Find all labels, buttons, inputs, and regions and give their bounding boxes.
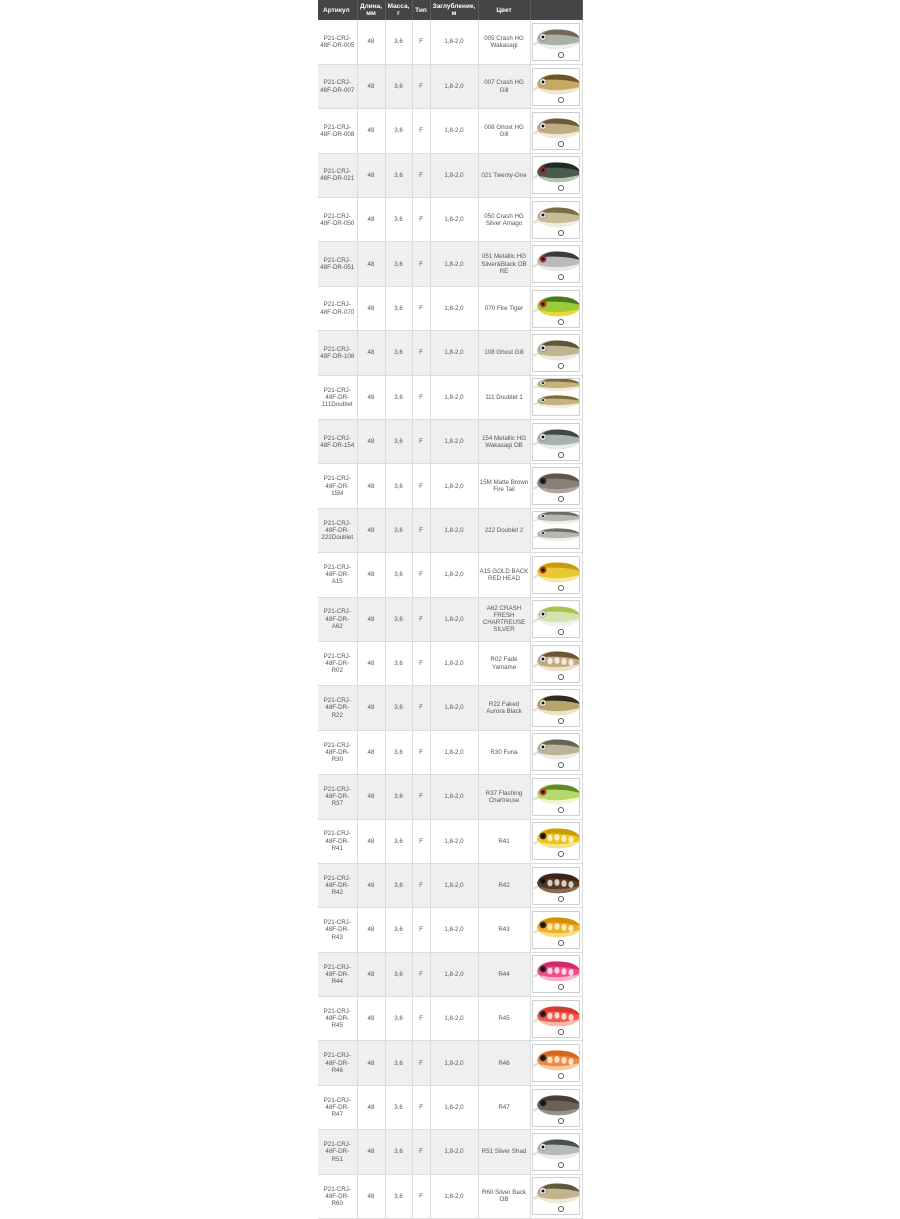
depth-cell: 1,8-2,0: [430, 20, 478, 64]
mass-cell: 3,6: [385, 686, 412, 730]
lure-image: [532, 911, 580, 949]
lure-image: [532, 68, 580, 106]
mass-cell: 3,6: [385, 908, 412, 952]
lure-image-cell: [530, 1041, 582, 1085]
lure-image-cell: [530, 908, 582, 952]
color-cell: 111 Doublet 1: [478, 375, 530, 419]
lure-image: [532, 778, 580, 816]
table-header-row: [318, 0, 582, 20]
table-row: [318, 952, 582, 996]
type-cell: F: [412, 1085, 430, 1129]
color-cell: 005 Crash HG Wakasagi: [478, 20, 530, 64]
type-cell: F: [412, 420, 430, 464]
type-cell: F: [412, 686, 430, 730]
mass-cell: 3,6: [385, 109, 412, 153]
lure-image: [532, 423, 580, 461]
color-cell: R46: [478, 1041, 530, 1085]
depth-cell: 1,8-2,0: [430, 863, 478, 907]
type-cell: F: [412, 997, 430, 1041]
lure-image: [532, 378, 580, 416]
type-cell: F: [412, 775, 430, 819]
lure-image: [532, 867, 580, 905]
depth-cell: 1,8-2,0: [430, 819, 478, 863]
table-row: [318, 109, 582, 153]
lure-image: [532, 556, 580, 594]
mass-cell: 3,6: [385, 952, 412, 996]
article-cell: P21-CRJ-48F-DR-005: [318, 20, 357, 64]
table-row: [318, 1174, 582, 1218]
lure-image: [532, 955, 580, 993]
depth-cell: 1,8-2,0: [430, 508, 478, 552]
header-image: [530, 0, 582, 20]
mass-cell: 3,6: [385, 553, 412, 597]
lure-image: [532, 645, 580, 683]
length-cell: 48: [357, 375, 385, 419]
lure-image: [532, 1000, 580, 1038]
article-cell: P21-CRJ-48F-DR-222Doublet: [318, 508, 357, 552]
length-cell: 48: [357, 1085, 385, 1129]
table-row: [318, 775, 582, 819]
length-cell: 48: [357, 420, 385, 464]
table-row: [318, 331, 582, 375]
color-cell: R45: [478, 997, 530, 1041]
mass-cell: 3,6: [385, 464, 412, 508]
article-cell: P21-CRJ-48F-DR-R30: [318, 730, 357, 774]
type-cell: F: [412, 286, 430, 330]
mass-cell: 3,6: [385, 286, 412, 330]
lure-image-cell: [530, 553, 582, 597]
article-cell: P21-CRJ-48F-DR-R22: [318, 686, 357, 730]
mass-cell: 3,6: [385, 997, 412, 1041]
mass-cell: 3,6: [385, 508, 412, 552]
type-cell: F: [412, 331, 430, 375]
lure-image: [532, 23, 580, 61]
depth-cell: 1,8-2,0: [430, 641, 478, 685]
mass-cell: 3,6: [385, 242, 412, 286]
color-cell: A62 CRASH FRESH CHARTREUSE SILVER: [478, 597, 530, 641]
length-cell: 48: [357, 153, 385, 197]
lure-image-cell: [530, 997, 582, 1041]
article-cell: P21-CRJ-48F-DR-A15: [318, 553, 357, 597]
depth-cell: 1,8-2,0: [430, 242, 478, 286]
table-row: [318, 863, 582, 907]
table-row: [318, 553, 582, 597]
header-type: Тип: [412, 0, 430, 20]
mass-cell: 3,6: [385, 420, 412, 464]
depth-cell: 1,8-2,0: [430, 952, 478, 996]
length-cell: 48: [357, 198, 385, 242]
type-cell: F: [412, 20, 430, 64]
length-cell: 48: [357, 730, 385, 774]
lure-image: [532, 334, 580, 372]
table-row: [318, 686, 582, 730]
lure-image-cell: [530, 730, 582, 774]
header-article: Артикул: [318, 0, 357, 20]
mass-cell: 3,6: [385, 1130, 412, 1174]
table-row: [318, 286, 582, 330]
depth-cell: 1,8-2,0: [430, 1041, 478, 1085]
depth-cell: 1,8-2,0: [430, 730, 478, 774]
type-cell: F: [412, 553, 430, 597]
article-cell: P21-CRJ-48F-DR-R60: [318, 1174, 357, 1218]
article-cell: P21-CRJ-48F-DR-R46: [318, 1041, 357, 1085]
lure-image-cell: [530, 20, 582, 64]
depth-cell: 1,8-2,0: [430, 375, 478, 419]
header-color: Цвет: [478, 0, 530, 20]
lure-image: [532, 1177, 580, 1215]
lure-image: [532, 201, 580, 239]
type-cell: F: [412, 819, 430, 863]
table-row: [318, 20, 582, 64]
type-cell: F: [412, 508, 430, 552]
length-cell: 48: [357, 597, 385, 641]
table-row: [318, 908, 582, 952]
length-cell: 48: [357, 863, 385, 907]
color-cell: R44: [478, 952, 530, 996]
color-cell: R41: [478, 819, 530, 863]
table-row: [318, 1085, 582, 1129]
length-cell: 48: [357, 952, 385, 996]
article-cell: P21-CRJ-48F-DR-R44: [318, 952, 357, 996]
color-cell: R60 Silver Back OB: [478, 1174, 530, 1218]
article-cell: P21-CRJ-48F-DR-111Doublet: [318, 375, 357, 419]
lure-image: [532, 689, 580, 727]
color-cell: 070 Fire Tiger: [478, 286, 530, 330]
article-cell: P21-CRJ-48F-DR-R02: [318, 641, 357, 685]
color-cell: 008 Ghost HG Gill: [478, 109, 530, 153]
color-cell: R47: [478, 1085, 530, 1129]
length-cell: 48: [357, 242, 385, 286]
mass-cell: 3,6: [385, 331, 412, 375]
lure-image-cell: [530, 686, 582, 730]
article-cell: P21-CRJ-48F-DR-R41: [318, 819, 357, 863]
lure-image: [532, 511, 580, 549]
color-cell: 108 Ghost Gill: [478, 331, 530, 375]
article-cell: P21-CRJ-48F-DR-R51: [318, 1130, 357, 1174]
lure-image-cell: [530, 819, 582, 863]
lure-image: [532, 1133, 580, 1171]
mass-cell: 3,6: [385, 730, 412, 774]
depth-cell: 1,8-2,0: [430, 1130, 478, 1174]
table-row: [318, 464, 582, 508]
lure-image-cell: [530, 331, 582, 375]
type-cell: F: [412, 153, 430, 197]
mass-cell: 3,6: [385, 64, 412, 108]
lure-image: [532, 1044, 580, 1082]
lure-image: [532, 245, 580, 283]
length-cell: 48: [357, 997, 385, 1041]
article-cell: P21-CRJ-48F-DR-15M: [318, 464, 357, 508]
color-cell: 15M Matte Brown Fire Tail: [478, 464, 530, 508]
type-cell: F: [412, 908, 430, 952]
article-cell: P21-CRJ-48F-DR-108: [318, 331, 357, 375]
lure-image-cell: [530, 597, 582, 641]
color-cell: 222 Doublet 2: [478, 508, 530, 552]
depth-cell: 1,8-2,0: [430, 1174, 478, 1218]
length-cell: 48: [357, 686, 385, 730]
color-cell: R22 Faked Aurora Black: [478, 686, 530, 730]
lure-image-cell: [530, 863, 582, 907]
length-cell: 48: [357, 1041, 385, 1085]
header-depth: Заглубление, м: [430, 0, 478, 20]
lure-image-cell: [530, 775, 582, 819]
depth-cell: 1,8-2,0: [430, 420, 478, 464]
mass-cell: 3,6: [385, 20, 412, 64]
lure-image-cell: [530, 1174, 582, 1218]
type-cell: F: [412, 730, 430, 774]
color-cell: 050 Crash HG Silver Amago: [478, 198, 530, 242]
type-cell: F: [412, 1041, 430, 1085]
lure-image: [532, 733, 580, 771]
color-cell: 051 Metallic HG Silver&Black OB RE: [478, 242, 530, 286]
type-cell: F: [412, 952, 430, 996]
lure-image: [532, 822, 580, 860]
type-cell: F: [412, 863, 430, 907]
color-cell: 154 Metallic HG Wakasagi OB: [478, 420, 530, 464]
lure-image-cell: [530, 64, 582, 108]
lure-image: [532, 156, 580, 194]
mass-cell: 3,6: [385, 775, 412, 819]
length-cell: 48: [357, 819, 385, 863]
table-row: [318, 198, 582, 242]
lure-image-cell: [530, 1130, 582, 1174]
mass-cell: 3,6: [385, 1174, 412, 1218]
table-row: [318, 375, 582, 419]
table-row: [318, 242, 582, 286]
depth-cell: 1,8-2,0: [430, 331, 478, 375]
article-cell: P21-CRJ-48F-DR-A62: [318, 597, 357, 641]
lure-image-cell: [530, 198, 582, 242]
depth-cell: 1,8-2,0: [430, 1085, 478, 1129]
type-cell: F: [412, 242, 430, 286]
lure-image-cell: [530, 641, 582, 685]
color-cell: A15 GOLD BACK RED HEAD: [478, 553, 530, 597]
lure-image-cell: [530, 286, 582, 330]
length-cell: 48: [357, 286, 385, 330]
table-row: [318, 641, 582, 685]
type-cell: F: [412, 1174, 430, 1218]
type-cell: F: [412, 641, 430, 685]
lure-image-cell: [530, 464, 582, 508]
mass-cell: 3,6: [385, 153, 412, 197]
color-cell: 007 Crash HG Gill: [478, 64, 530, 108]
color-cell: R02 Fade Yamame: [478, 641, 530, 685]
table-row: [318, 508, 582, 552]
type-cell: F: [412, 464, 430, 508]
lure-image: [532, 600, 580, 638]
depth-cell: 1,8-2,0: [430, 464, 478, 508]
type-cell: F: [412, 64, 430, 108]
header-length: Длина, мм: [357, 0, 385, 20]
header-mass: Масса, г: [385, 0, 412, 20]
length-cell: 48: [357, 109, 385, 153]
length-cell: 48: [357, 553, 385, 597]
lure-image-cell: [530, 109, 582, 153]
color-cell: R51 Silver Shad: [478, 1130, 530, 1174]
table-row: [318, 420, 582, 464]
article-cell: P21-CRJ-48F-DR-051: [318, 242, 357, 286]
length-cell: 48: [357, 641, 385, 685]
article-cell: P21-CRJ-48F-DR-008: [318, 109, 357, 153]
table-row: [318, 1130, 582, 1174]
color-cell: R43: [478, 908, 530, 952]
article-cell: P21-CRJ-48F-DR-R42: [318, 863, 357, 907]
article-cell: P21-CRJ-48F-DR-R43: [318, 908, 357, 952]
table-row: [318, 64, 582, 108]
lure-image-cell: [530, 242, 582, 286]
length-cell: 48: [357, 464, 385, 508]
depth-cell: 1,8-2,0: [430, 153, 478, 197]
depth-cell: 1,8-2,0: [430, 597, 478, 641]
mass-cell: 3,6: [385, 1041, 412, 1085]
lure-image-cell: [530, 508, 582, 552]
article-cell: P21-CRJ-48F-DR-070: [318, 286, 357, 330]
length-cell: 48: [357, 331, 385, 375]
lure-image: [532, 290, 580, 328]
depth-cell: 1,8-2,0: [430, 553, 478, 597]
lure-image-cell: [530, 375, 582, 419]
mass-cell: 3,6: [385, 198, 412, 242]
product-spec-table: [318, 0, 583, 1219]
color-cell: 021 Twenty-One: [478, 153, 530, 197]
lure-image: [532, 1089, 580, 1127]
depth-cell: 1,8-2,0: [430, 286, 478, 330]
depth-cell: 1,8-2,0: [430, 198, 478, 242]
color-cell: R42: [478, 863, 530, 907]
article-cell: P21-CRJ-48F-DR-021: [318, 153, 357, 197]
lure-image: [532, 467, 580, 505]
article-cell: P21-CRJ-48F-DR-R47: [318, 1085, 357, 1129]
table-row: [318, 997, 582, 1041]
mass-cell: 3,6: [385, 1085, 412, 1129]
color-cell: R37 Flashing Chartreuse: [478, 775, 530, 819]
length-cell: 48: [357, 775, 385, 819]
lure-image-cell: [530, 153, 582, 197]
length-cell: 48: [357, 64, 385, 108]
table-row: [318, 730, 582, 774]
table-row: [318, 153, 582, 197]
mass-cell: 3,6: [385, 641, 412, 685]
length-cell: 48: [357, 508, 385, 552]
mass-cell: 3,6: [385, 597, 412, 641]
depth-cell: 1,8-2,0: [430, 686, 478, 730]
depth-cell: 1,8-2,0: [430, 64, 478, 108]
article-cell: P21-CRJ-48F-DR-154: [318, 420, 357, 464]
length-cell: 48: [357, 1174, 385, 1218]
table-row: [318, 819, 582, 863]
lure-image-cell: [530, 420, 582, 464]
type-cell: F: [412, 109, 430, 153]
lure-image: [532, 112, 580, 150]
depth-cell: 1,8-2,0: [430, 908, 478, 952]
length-cell: 48: [357, 1130, 385, 1174]
color-cell: R30 Funa: [478, 730, 530, 774]
lure-image-cell: [530, 952, 582, 996]
article-cell: P21-CRJ-48F-DR-R45: [318, 997, 357, 1041]
depth-cell: 1,8-2,0: [430, 997, 478, 1041]
article-cell: P21-CRJ-48F-DR-050: [318, 198, 357, 242]
type-cell: F: [412, 597, 430, 641]
depth-cell: 1,8-2,0: [430, 109, 478, 153]
length-cell: 48: [357, 908, 385, 952]
mass-cell: 3,6: [385, 863, 412, 907]
table-body: [318, 20, 582, 1219]
article-cell: P21-CRJ-48F-DR-R37: [318, 775, 357, 819]
type-cell: F: [412, 375, 430, 419]
mass-cell: 3,6: [385, 819, 412, 863]
length-cell: 48: [357, 20, 385, 64]
mass-cell: 3,6: [385, 375, 412, 419]
table-row: [318, 597, 582, 641]
table-row: [318, 1041, 582, 1085]
depth-cell: 1,8-2,0: [430, 775, 478, 819]
type-cell: F: [412, 1130, 430, 1174]
type-cell: F: [412, 198, 430, 242]
article-cell: P21-CRJ-48F-DR-007: [318, 64, 357, 108]
lure-image-cell: [530, 1085, 582, 1129]
